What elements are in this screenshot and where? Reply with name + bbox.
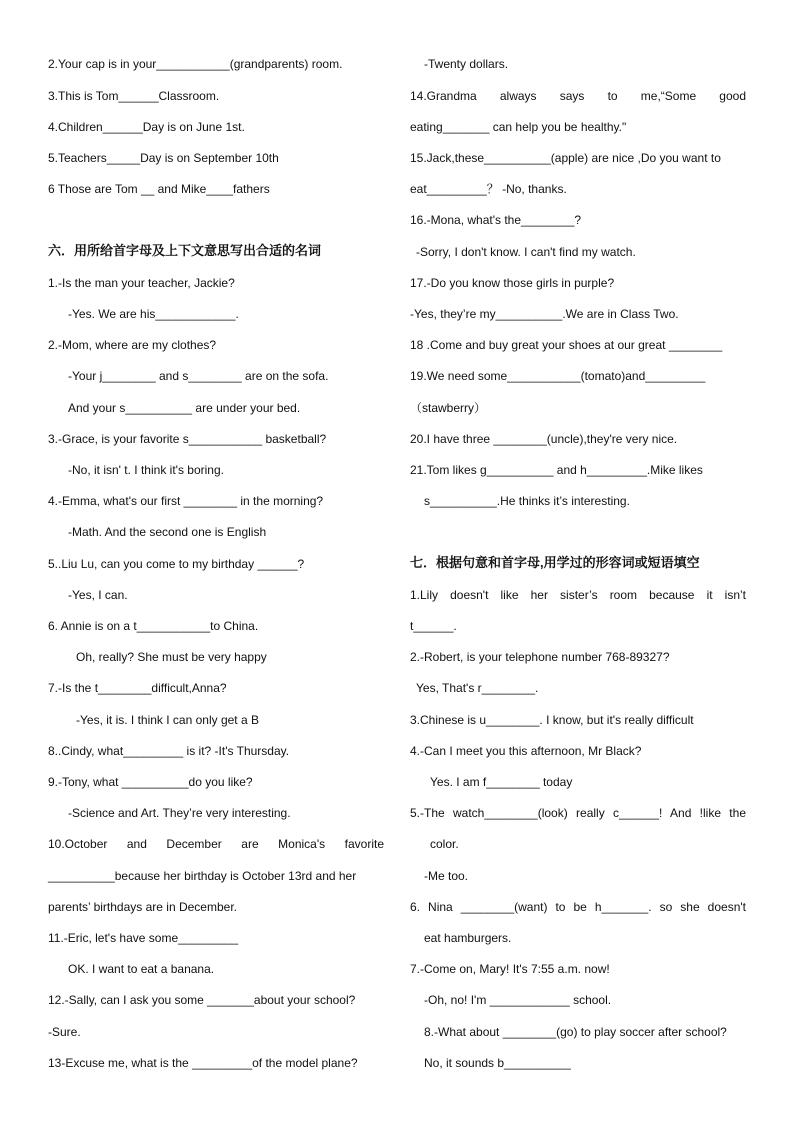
exercise-line: 9.-Tony, what __________do you like?: [48, 775, 253, 789]
exercise-line: s__________.He thinks it’s interesting.: [424, 494, 630, 508]
exercise-line: Yes, That's r________.: [416, 681, 539, 695]
exercise-line: -Science and Art. They’re very interesting.: [68, 806, 291, 820]
exercise-line: t______.: [410, 619, 457, 633]
exercise-line: 3.Chinese is u________. I know, but it's really difficult: [410, 713, 694, 727]
exercise-line: 16.-Mona, what's the________?: [410, 213, 582, 227]
exercise-line: 11.-Eric, let's have some_________: [48, 931, 239, 945]
exercise-line: 7.-Come on, Mary! It's 7:55 a.m. now!: [410, 962, 610, 976]
exercise-line: eating_______ can help you be healthy.": [410, 120, 627, 134]
exercise-line: eat_________？ -No, thanks.: [410, 182, 567, 196]
exercise-line: -No, it isn' t. I think it's boring.: [68, 463, 224, 477]
exercise-line: And your s__________ are under your bed.: [68, 401, 301, 415]
exercise-line: parents’ birthdays are in December.: [48, 900, 237, 914]
exercise-line: 6. Nina ________(want) to be h_______. so she doesn't: [410, 900, 746, 914]
exercise-line: 15.Jack,these__________(apple) are nice ,Do you want to: [410, 151, 721, 165]
exercise-line: Yes. I am f________ today: [430, 775, 573, 789]
exercise-line: 17.-Do you know those girls in purple?: [410, 276, 615, 290]
exercise-line: 4.-Emma, what's our first ________ in the morning?: [48, 494, 324, 508]
exercise-line: -Yes, I can.: [68, 588, 128, 602]
exercise-line: 8..Cindy, what_________ is it? -It's Thursday.: [48, 744, 290, 758]
exercise-line: -Sure.: [48, 1025, 81, 1039]
exercise-line: -Yes. We are his____________.: [68, 307, 239, 321]
section-heading: 六．用所给首字母及上下文意思写出合适的名词: [48, 243, 322, 258]
exercise-line: 3.This is Tom______Classroom.: [48, 89, 220, 103]
exercise-line: -Math. And the second one is English: [68, 525, 267, 539]
exercise-line: 1.-Is the man your teacher, Jackie?: [48, 276, 235, 290]
exercise-line: -Oh, no! I'm ____________ school.: [424, 993, 612, 1007]
exercise-line: color.: [430, 837, 459, 851]
exercise-line: 13-Excuse me, what is the _________of the model plane?: [48, 1056, 358, 1070]
section-heading: 七．根据句意和首字母,用学过的形容词或短语填空: [410, 555, 700, 570]
exercise-line: 1.Lily doesn't like her sister’s room because it isn’t: [410, 588, 746, 602]
exercise-line: 18 .Come and buy great your shoes at our great ________: [410, 338, 723, 352]
exercise-line: 5.-The watch________(look) really c______! And !like the: [410, 806, 746, 820]
exercise-line: 6. Annie is on a t___________to China.: [48, 619, 259, 633]
exercise-line: 6 Those are Tom __ and Mike____fathers: [48, 182, 270, 196]
exercise-line: 12.-Sally, can I ask you some _______about your school?: [48, 993, 356, 1007]
exercise-line: -Your j________ and s________ are on the sofa.: [68, 369, 329, 383]
exercise-line: 8.-What about ________(go) to play soccer after school?: [424, 1025, 727, 1039]
exercise-line: 3.-Grace, is your favorite s___________ basketball?: [48, 432, 327, 446]
exercise-line: 14.Grandma always says to me,“Some good: [410, 89, 746, 103]
exercise-line: -Yes, it is. I think I can only get a B: [76, 713, 259, 727]
exercise-line: __________because her birthday is October 13rd and her: [48, 869, 357, 883]
exercise-line: OK. I want to eat a banana.: [68, 962, 215, 976]
exercise-line: eat hamburgers.: [424, 931, 512, 945]
exercise-line: No, it sounds b__________: [424, 1056, 571, 1070]
exercise-line: 20.I have three ________(uncle),they're very nice.: [410, 432, 678, 446]
exercise-line: Oh, really? She must be very happy: [76, 650, 267, 664]
exercise-line: 4.-Can I meet you this afternoon, Mr Black?: [410, 744, 642, 758]
exercise-line: 21.Tom likes g__________ and h_________.Mike likes: [410, 463, 703, 477]
exercise-line: 2.Your cap is in your___________(grandparents) room.: [48, 57, 343, 71]
exercise-line: -Me too.: [424, 869, 469, 883]
exercise-line: -Yes, they’re my__________.We are in Class Two.: [410, 307, 679, 321]
exercise-line: 7.-Is the t________difficult,Anna?: [48, 681, 227, 695]
exercise-line: 10.October and December are Monica's favorite: [48, 837, 384, 851]
exercise-line: -Twenty dollars.: [424, 57, 509, 71]
exercise-line: 2.-Mom, where are my clothes?: [48, 338, 217, 352]
exercise-line: 4.Children______Day is on June 1st.: [48, 120, 245, 134]
exercise-line: 5..Liu Lu, can you come to my birthday ______?: [48, 557, 305, 571]
exercise-line: 2.-Robert, is your telephone number 768-89327?: [410, 650, 670, 664]
exercise-line: （stawberry）: [410, 401, 487, 415]
exercise-line: -Sorry, I don't know. I can't find my watch.: [416, 245, 636, 259]
exercise-line: 5.Teachers_____Day is on September 10th: [48, 151, 279, 165]
exercise-line: 19.We need some___________(tomato)and_________: [410, 369, 706, 383]
